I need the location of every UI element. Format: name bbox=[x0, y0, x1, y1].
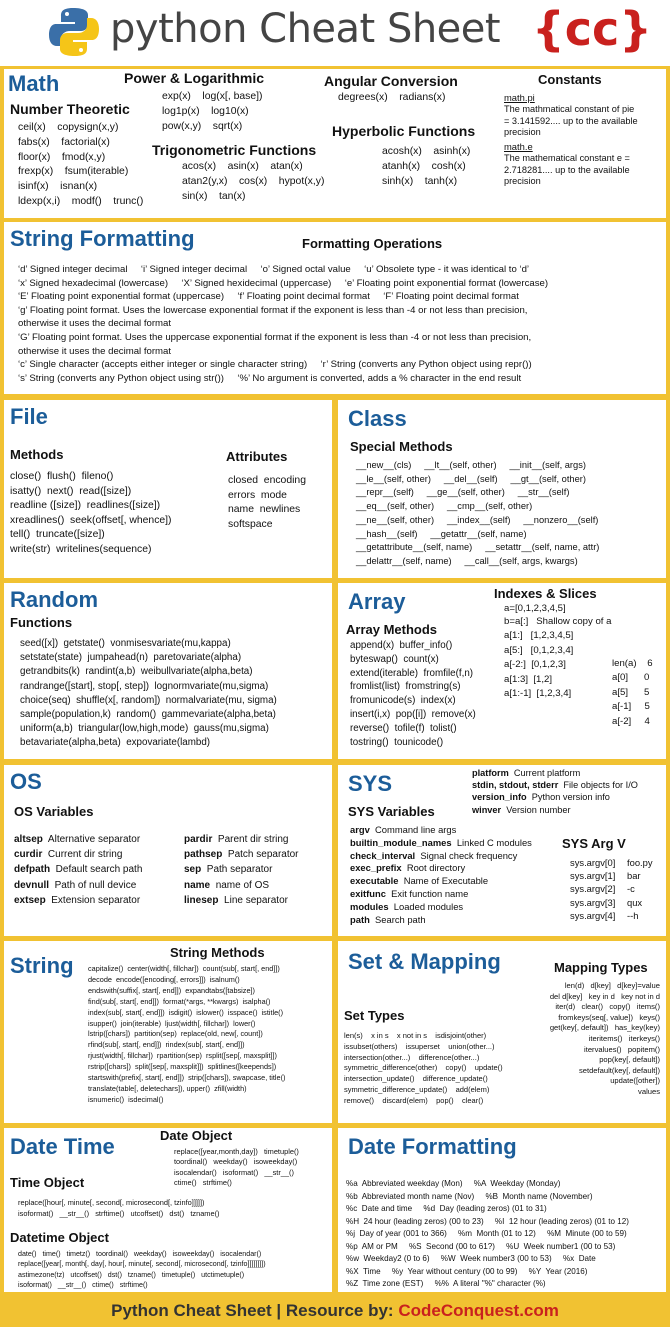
datetime-title: Date Time bbox=[10, 1134, 115, 1159]
date-object-list: replace([year,month,day]) timetuple() toordinal() weekday() isoweekday() isocalendar() isoformat() __str__() ctime() strftime() bbox=[174, 1147, 299, 1188]
constants-heading: Constants bbox=[538, 72, 602, 87]
time-object-heading: Time Object bbox=[10, 1175, 85, 1190]
power-log-list: exp(x) log(x[, base]) log1p(x) log10(x) pow(x,y) sqrt(x) bbox=[162, 91, 263, 132]
string-methods-list: capitalize() center(width[, fillchar]) count(sub[, start[, end]]) decode encode([encoding[, errors]]) isalnum() endswith(suffix[, start[, end]]) expandtabs([tabsize]) find(sub[, start[, end]]) format(*args, **kwargs) isalpha() index(sub[, start[, end]]) isdigit() islower() isspace() istitle() isupper() join(iterable) ljust(width[, fillchar]) lower() lstrip([chars]) partition(sep) replace(old, new[, count]) rfind(sub[, start[, end]]) rindex(sub[, start[, end]]) rjust(width[, fillchar]) rpartition(sep) rsplit([sep[, maxsplit]]) rstrip([chars]) split([sep[, maxsplit]]) splitlines([keepends]) startswith(prefix[, start[, end]]) strip([chars]), swapcase, title() translate(table[, deletechars]), upper() zfill(width) isnumeric() isdecimal() bbox=[88, 964, 286, 1104]
sys-top-row: platform Current platform bbox=[472, 768, 581, 778]
hyperbolic-heading: Hyperbolic Functions bbox=[332, 123, 476, 139]
sys-var-row: builtin_module_names Linked C modules bbox=[350, 836, 532, 848]
footer bbox=[0, 1294, 670, 1327]
set-types-heading: Set Types bbox=[344, 1008, 405, 1023]
sys-var-row: path Search path bbox=[350, 913, 426, 925]
datetime-object-list: date() time() timetz() toordinal() weekday() isoweekday() isocalendar() replace([year[, month[, day[, hour[, minute[, second[, microsecond[, tzinfo]]]]]]]]) astimezone(tz) utcoffset() dst() tzname() timetuple() utctimetuple() isoformat() __str__() ctime() strftime() bbox=[18, 1250, 266, 1290]
set-mapping-panel bbox=[338, 941, 666, 1123]
string-panel bbox=[4, 941, 332, 1123]
datetime-panel bbox=[4, 1128, 332, 1292]
string-title: String bbox=[10, 953, 74, 978]
os-var-row: altsep Alternative separator bbox=[14, 834, 141, 845]
file-attributes-heading: Attributes bbox=[226, 449, 288, 464]
math-panel bbox=[4, 69, 666, 218]
sys-top-list bbox=[472, 767, 638, 816]
sys-var-row: exitfunc Exit function name bbox=[350, 887, 469, 899]
sys-var-row: exec_prefix Root directory bbox=[350, 862, 466, 874]
math-pi-desc: The mathmatical constant of pie = 3.141592.... up to the available precision bbox=[504, 104, 638, 138]
number-theoretic-list: ceil(x) copysign(x,y) fabs(x) factorial(x) floor(x) fmod(x,y) frexp(x) fsum(iterable) isinf(x) isnan(x) ldexp(x,i) modf() trunc() bbox=[18, 122, 144, 207]
math-title: Math bbox=[8, 71, 60, 96]
os-var-row: defpath Default search path bbox=[14, 864, 143, 876]
os-vars-left bbox=[14, 832, 142, 908]
date-formatting-list: %a Abbreviated weekday (Mon) %A Weekday (Monday) %b Abbreviated month name (Nov) %B Month name (November) %c Date and time %d Day (leading zeros) (01 to 31) %H 24 hour (leading zeros) (00 to 23) %I 12 hour (leading zeros) (01 to 12) %j Day of year (001 to 366) %m Month (01 to 12) %M Minute (00 to 59) %p AM or PM %S Second (00 to 61?) %U Week number1 (00 to 53) %w Weekday2 (0 to 6) %W Week number3 (00 to 53) %x Date %X Time %y Year without century (00 to 99) %Y Year (2016) %Z Time zone (EST) %% A literal "%" character (%) bbox=[346, 1179, 629, 1288]
array-title: Array bbox=[348, 589, 406, 614]
file-attributes-list: closed encoding errors mode name newlines softspace bbox=[228, 475, 306, 530]
file-methods-list: close() flush() fileno() isatty() next() read([size]) readline ([size]) readlines([size]) xreadlines() seek(offset[, whence]) tell() truncate([size]) write(str) writelines(sequence) bbox=[10, 471, 172, 555]
cc-logo: {cc} bbox=[532, 2, 653, 56]
angular-heading: Angular Conversion bbox=[324, 73, 458, 89]
os-vars-right bbox=[184, 832, 299, 908]
slices-left-list: a[1:] [1,2,3,4,5] a[5:] [0,1,2,3,4] a[-2:] [0,1,2,3] a[1:3] [1,2] a[1:-1] [1,2,3,4] bbox=[504, 630, 574, 700]
formatting-operations-list: ‘d’ Signed integer decimal ‘i’ Signed integer decimal ‘o’ Signed octal value ‘u’ Obsolete type - it was identical to ‘d’ ‘x’ Signed hexadecimal (lowercase) ‘X’ Signed hexidecimal (uppercase) ‘e’ Floating point exponential format (lowercase) ‘E’ Floating point exponential format (uppercase) ‘f’ Floating point decimal format ‘F’ Floating point decimal format ‘g’ Floating point format. Uses the lowercase exponential format if the exponent is less than -4 or not less than precision, otherwise it uses the decimal format ‘G’ Floating point format. Uses the uppercase exponential format if the exponent is less than -4 or not less than precision, otherwise it uses the decimal format ‘c’ Single character (accepts either integer or single character string) ‘r’ String (converts any Python object using repr()) ‘s’ String (converts any Python object using str()) ‘%’ No argument is converted, adds a % character in the end result bbox=[18, 264, 549, 384]
os-panel bbox=[4, 765, 332, 936]
math-pi-name: math.pi bbox=[504, 92, 535, 103]
os-var-row: curdir Current dir string bbox=[14, 849, 123, 861]
sys-argv-right: foo.py bar -c qux --h bbox=[627, 857, 653, 921]
slices-right-list: len(a) 6 a[0] 0 a[5] 5 a[-1] 5 a[-2] 4 bbox=[612, 658, 653, 727]
os-title: OS bbox=[10, 769, 42, 794]
set-types-list: len(s) x in s x not in s isdisjoint(other) issubset(others) issuperset union(other...) intersection(other...) difference(other...) symmetric_difference(other) copy() update() intersection_update() difference_update() symmetric_difference_update() add(elem) remove() discard(elem) pop() clear() bbox=[344, 1031, 503, 1105]
special-methods-list: __new__(cls) __lt__(self, other) __init__(self, args) __le__(self, other) __del__(self) __gt__(self, other) __repr__(self) __ge__(self, other) __str__(self) __eq__(self, other) __cmp__(self, other) __ne__(self, other) __index__(self) __nonzero__(self) __hash__(self) __getattr__(self, name) __getattribute__(self, name) __setattr__(self, name, attr) __delattr__(self, name) __call__(self, args, kwargs) bbox=[356, 460, 600, 566]
header bbox=[0, 0, 670, 66]
array-methods-heading: Array Methods bbox=[346, 622, 438, 637]
set-mapping-title: Set & Mapping bbox=[348, 949, 501, 974]
sys-panel bbox=[338, 765, 666, 936]
os-var-row: pathsep Patch separator bbox=[184, 849, 299, 861]
array-methods-list: append(x) buffer_info() byteswap() count(x) extend(iterable) fromfile(f,n) fromlist(list) fromstring(s) fromunicode(s) index(x) insert(i,x) pop([i]) remove(x) reverse() tofile(f) tolist() tostring() tounicode() bbox=[350, 640, 476, 748]
indexes-slices-heading: Indexes & Slices bbox=[494, 586, 597, 601]
os-var-row: name name of OS bbox=[184, 879, 270, 891]
sys-var-row: check_interval Signal check frequency bbox=[350, 849, 518, 861]
hyperbolic-list: acosh(x) asinh(x) atanh(x) cosh(x) sinh(x) tanh(x) bbox=[382, 146, 471, 188]
sys-top-row: stdin, stdout, stderr File objects for I/O bbox=[472, 780, 638, 791]
array-panel bbox=[338, 583, 666, 759]
special-methods-heading: Special Methods bbox=[350, 439, 453, 454]
sys-var-row: modules Loaded modules bbox=[350, 900, 464, 912]
os-var-row: devnull Path of null device bbox=[14, 879, 137, 891]
os-var-row: extsep Extension separator bbox=[14, 894, 141, 906]
date-formatting-title: Date Formatting bbox=[348, 1134, 517, 1159]
sys-title: SYS bbox=[348, 771, 393, 796]
page-title: python Cheat Sheet bbox=[110, 6, 501, 52]
sys-top-row: winver Version number bbox=[472, 804, 571, 815]
trig-list: acos(x) asin(x) atan(x) atan2(y,x) cos(x) hypot(x,y) sin(x) tan(x) bbox=[182, 161, 325, 203]
formatting-operations-heading: Formatting Operations bbox=[302, 236, 443, 251]
string-formatting-title: String Formatting bbox=[10, 226, 195, 251]
footer-text: Python Cheat Sheet | Resource by: bbox=[111, 1301, 399, 1320]
os-variables-heading: OS Variables bbox=[14, 804, 94, 819]
string-methods-heading: String Methods bbox=[170, 945, 265, 960]
os-var-row: linesep Line separator bbox=[184, 894, 288, 906]
sys-argv-left: sys.argv[0] sys.argv[1] sys.argv[2] sys.argv[3] sys.argv[4] bbox=[570, 857, 616, 921]
date-formatting-panel bbox=[338, 1128, 666, 1292]
power-log-heading: Power & Logarithmic bbox=[124, 70, 265, 86]
sys-argv-heading: SYS Arg V bbox=[562, 836, 626, 851]
class-title: Class bbox=[348, 406, 407, 431]
python-logo-icon bbox=[48, 6, 100, 58]
indexes-top-list: a=[0,1,2,3,4,5] b=a[:] Shallow copy of a bbox=[504, 603, 612, 628]
string-formatting-panel bbox=[4, 222, 666, 394]
random-functions-list: seed([x]) getstate() vonmisesvariate(mu,kappa) setstate(state) jumpahead(n) paretovariate(alpha) getrandbits(k) randint(a,b) weibullvariate(alpha,beta) randrange([start], stop[, step]) lognormvariate(mu,sigma) choice(seq) shuffle(x[, random]) normalvariate(mu, sigma) sample(population,k) random() gammevariate(alpha,beta) uniform(a,b) triangular(low,high,mode) gauss(mu,sigma) betavariate(alpha,beta) expovariate(lambd) bbox=[20, 638, 277, 749]
mapping-types-list: len(d) d[key] d[key]=value del d[key] key in d key not in d iter(d) clear() copy() items() fromkeys(seq[, value]) keys() get(key[, default]) has_key(key) iteritems() iterkeys() itervalues() popitem() pop(key[, default]) setdefault(key[, default]) update([other]) values bbox=[549, 981, 660, 1096]
sys-var-row: argv Command line args bbox=[350, 824, 457, 835]
datetime-object-heading: Datetime Object bbox=[10, 1230, 109, 1245]
random-panel bbox=[4, 583, 332, 759]
time-object-list: replace([hour[, minute[, second[, microsecond[, tzinfo]]]]]) isoformat() __str__() strftime() utcoffset() dst() tzname() bbox=[18, 1198, 220, 1218]
footer-brand-link[interactable]: CodeConquest.com bbox=[398, 1301, 559, 1320]
date-object-heading: Date Object bbox=[160, 1128, 233, 1143]
os-var-row: pardir Parent dir string bbox=[184, 834, 289, 845]
random-title: Random bbox=[10, 587, 98, 612]
class-panel bbox=[338, 400, 666, 578]
file-panel bbox=[4, 400, 332, 578]
sys-variables-heading: SYS Variables bbox=[348, 804, 435, 819]
trig-heading: Trigonometric Functions bbox=[152, 142, 317, 158]
number-theoretic-heading: Number Theoretic bbox=[10, 101, 130, 117]
mapping-types-heading: Mapping Types bbox=[554, 960, 648, 975]
math-e-desc: The mathematical constant e = 2.718281.... up to the available precision bbox=[504, 153, 630, 187]
sys-top-row: version_info Python version info bbox=[472, 792, 610, 803]
os-var-row: sep Path separator bbox=[184, 864, 273, 876]
angular-list: degrees(x) radians(x) bbox=[338, 92, 446, 103]
file-title: File bbox=[10, 404, 48, 429]
sys-vars-list bbox=[350, 824, 532, 926]
random-functions-heading: Functions bbox=[10, 615, 73, 630]
file-methods-heading: Methods bbox=[10, 447, 64, 462]
sys-var-row: executable Name of Executable bbox=[350, 875, 489, 887]
math-e-name: math.e bbox=[504, 141, 533, 152]
